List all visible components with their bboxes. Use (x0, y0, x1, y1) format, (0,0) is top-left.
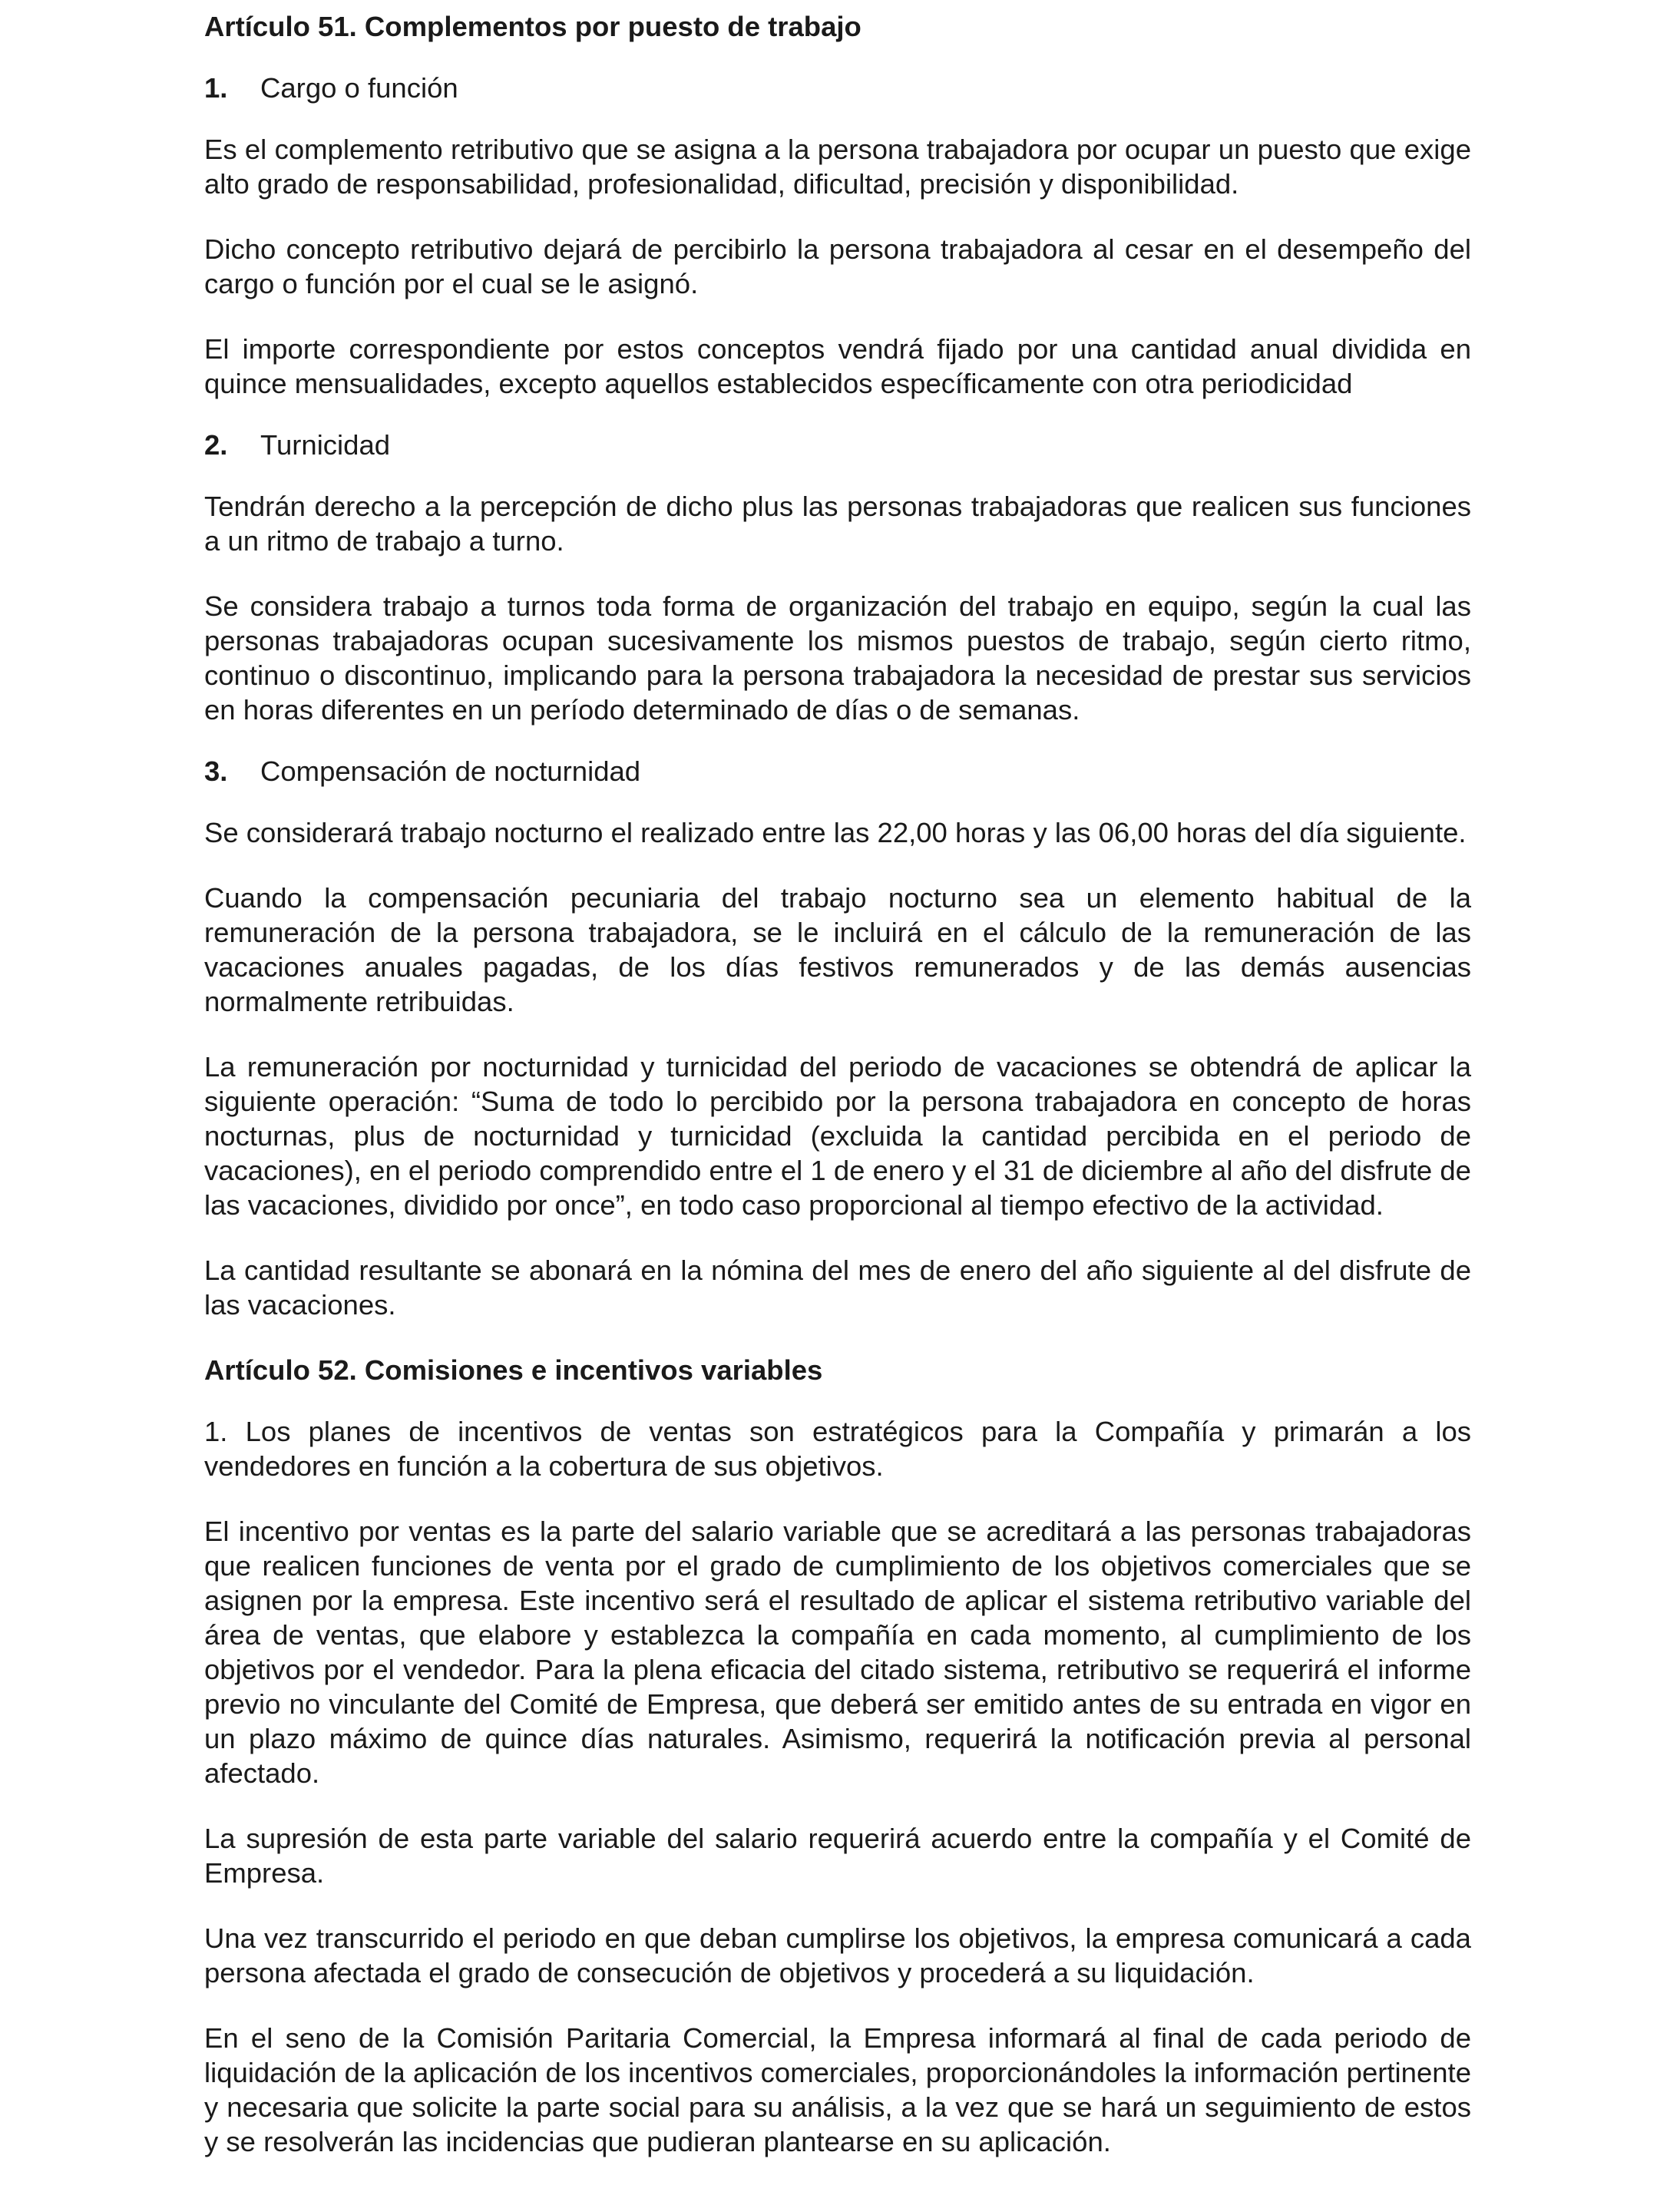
section-1-paragraph-2: Dicho concepto retributivo dejará de percibirlo la persona trabajadora al cesar en el desempeño del cargo o función por el cual se le asignó. (204, 233, 1471, 299)
section-3-number: 3. (204, 755, 228, 787)
section-1-paragraph-3: El importe correspondiente por estos conceptos vendrá fijado por una cantidad anual dividida en quince mensualidades, excepto aquellos establecidos específicamente con otra periodicidad (204, 333, 1471, 399)
section-3-heading (204, 754, 1471, 788)
section-2-paragraph-2: Se considera trabajo a turnos toda forma de organización del trabajo en equipo, según la cual las personas trabajadoras ocupan sucesivamente los mismos puestos de trabajo, según cierto ritmo, continuo o discontinuo, implicando para la persona trabajadora la necesidad de prestar sus servicios en horas diferentes en un período determinado de días o de semanas. (204, 590, 1471, 726)
article-52-paragraph-4: Una vez transcurrido el periodo en que deban cumplirse los objetivos, la empresa comunicará a cada persona afectada el grado de consecución de objetivos y procederá a su liquidación. (204, 1922, 1471, 1988)
section-2-heading (204, 428, 1471, 462)
article-51-heading: Artículo 51. Complementos por puesto de trabajo (204, 11, 861, 42)
section-2-title: Turnicidad (260, 429, 391, 461)
section-1-title: Cargo o función (260, 72, 458, 104)
section-3-paragraph-2: Cuando la compensación pecuniaria del trabajo nocturno sea un elemento habitual de la remuneración de la persona trabajadora, se le incluirá en el cálculo de la remuneración de las vacaciones anuales pagadas, de los días festivos remunerados y de las demás ausencias normalmente retribuidas. (204, 882, 1471, 1017)
article-52-paragraph-5: En el seno de la Comisión Paritaria Comercial, la Empresa informará al final de cada periodo de liquidación de la aplicación de los incentivos comerciales, proporcionándoles la información pertinente y necesaria que solicite la parte social para su análisis, a la vez que se hará un seguimiento de estos y se resolverán las incidencias que pudieran plantearse en su aplicación. (204, 2022, 1471, 2157)
section-2-paragraph-1: Tendrán derecho a la percepción de dicho plus las personas trabajadoras que realicen sus funciones a un ritmo de trabajo a turno. (204, 491, 1471, 557)
section-1-number: 1. (204, 72, 228, 104)
article-52-heading: Artículo 52. Comisiones e incentivos variables (204, 1354, 823, 1386)
section-3-title: Compensación de nocturnidad (260, 755, 641, 787)
document-page (204, 9, 1471, 2159)
section-1-paragraph-1: Es el complemento retributivo que se asigna a la persona trabajadora por ocupar un puesto que exige alto grado de responsabilidad, profesionalidad, dificultad, precisión y disponibilidad. (204, 134, 1471, 200)
article-52-paragraph-2: El incentivo por ventas es la parte del salario variable que se acreditará a las personas trabajadoras que realicen funciones de venta por el grado de cumplimiento de los objetivos comerciales que se asignen por la empresa. Este incentivo será el resultado de aplicar el sistema retributivo variable del área de ventas, que elabore y establezca la compañía en cada momento, al cumplimiento de los objetivos por el vendedor. Para la plena eficacia del citado sistema, retributivo se requerirá el informe previo no vinculante del Comité de Empresa, que deberá ser emitido antes de su entrada en vigor en un plazo máximo de quince días naturales. Asimismo, requerirá la notificación previa al personal afectado. (204, 1516, 1471, 1789)
article-52-paragraph-3: La supresión de esta parte variable del salario requerirá acuerdo entre la compañía y el Comité de Empresa. (204, 1823, 1471, 1889)
section-3-paragraph-1: Se considerará trabajo nocturno el realizado entre las 22,00 horas y las 06,00 horas del día siguiente. (204, 817, 1467, 848)
section-2-number: 2. (204, 429, 228, 461)
article-52-paragraph-1: 1. Los planes de incentivos de ventas son estratégicos para la Compañía y primarán a los vendedores en función a la cobertura de sus objetivos. (204, 1416, 1471, 1482)
section-1-heading (204, 71, 1471, 105)
section-3-paragraph-4: La cantidad resultante se abonará en la nómina del mes de enero del año siguiente al del disfrute de las vacaciones. (204, 1255, 1471, 1321)
section-3-paragraph-3: La remuneración por nocturnidad y turnicidad del periodo de vacaciones se obtendrá de aplicar la siguiente operación: “Suma de todo lo percibido por la persona trabajadora en concepto de horas nocturnas, plus de nocturnidad y turnicidad (excluida la cantidad percibida en el periodo de vacaciones), en el periodo comprendido entre el 1 de enero y el 31 de diciembre al año del disfrute de las vacaciones, dividido por once”, en todo caso proporcional al tiempo efectivo de la actividad. (204, 1051, 1471, 1221)
